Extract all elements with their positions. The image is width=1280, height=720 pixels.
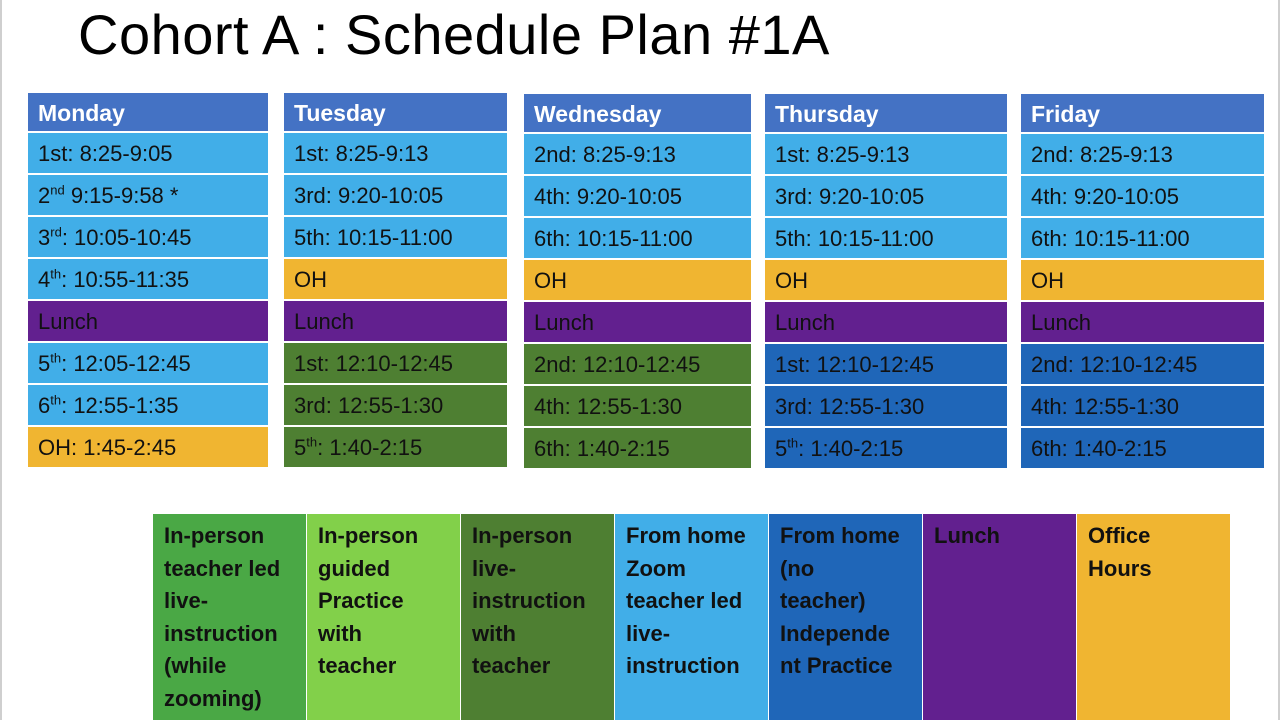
schedule-slot	[1021, 428, 1264, 470]
day-column-tuesday	[284, 93, 507, 469]
day-header-thursday: Thursday	[765, 94, 1007, 134]
slot-period: 2nd	[1031, 142, 1068, 167]
legend-line: instruction	[626, 653, 740, 678]
schedule-slot	[28, 259, 268, 301]
slot-period: 6	[38, 393, 51, 418]
schedule-slot	[284, 175, 507, 217]
schedule-slot	[524, 302, 751, 344]
schedule-slot	[765, 302, 1007, 344]
day-column-friday	[1021, 94, 1264, 470]
slot-time: : 12:10-12:45	[323, 351, 454, 376]
legend-line: live-	[164, 588, 209, 613]
schedule-slot	[1021, 218, 1264, 260]
slot-time: : 9:20-10:05	[564, 184, 683, 209]
day-header-tuesday: Tuesday	[284, 93, 507, 133]
legend-in-person-guided-practice	[307, 514, 461, 720]
legend-in-person-teacher-led-zooming	[153, 514, 307, 720]
legend-line: instruction	[472, 588, 586, 613]
slot-period: 2nd	[1031, 352, 1068, 377]
slot-period: OH	[534, 268, 567, 293]
slot-period: 3rd	[294, 183, 326, 208]
slot-period: 1st	[294, 141, 324, 166]
slot-period: Lunch	[775, 310, 835, 335]
slot-period: 6th	[534, 436, 565, 461]
slot-period: 1st	[775, 142, 805, 167]
slot-period: 2nd	[534, 142, 571, 167]
legend-line: teacher led	[164, 555, 281, 581]
slot-time: : 10:05-10:45	[61, 225, 192, 250]
legend-line: teacher	[472, 653, 551, 678]
slot-time: : 12:10-12:45	[570, 352, 701, 377]
slot-time: 9:15-9:58 *	[64, 183, 179, 208]
slot-time: : 12:10-12:45	[1067, 352, 1198, 377]
slot-time: : 12:10-12:45	[804, 352, 935, 377]
legend-line: zooming)	[164, 685, 262, 711]
schedule-slot	[765, 386, 1007, 428]
day-column-monday	[28, 93, 268, 469]
slot-period: OH	[1031, 268, 1064, 293]
schedule-slot	[284, 301, 507, 343]
legend-line: instruction	[164, 620, 278, 646]
slot-time: : 12:55-1:35	[61, 393, 179, 418]
slot-period: 2	[38, 183, 51, 208]
legend-line: nt Practice	[780, 653, 893, 678]
legend-line: In-person	[318, 523, 419, 548]
legend-from-home-independent	[769, 514, 923, 720]
slot-period: 6th	[1031, 226, 1062, 251]
legend-line: (while	[164, 653, 227, 678]
schedule-slot	[1021, 302, 1264, 344]
legend-line: In-person	[164, 523, 265, 548]
legend-line: From home	[780, 523, 900, 548]
legend-line: Office	[1088, 523, 1151, 548]
slot-ordinal-suffix: th	[50, 350, 62, 366]
schedule-slot	[284, 217, 507, 259]
slot-period: OH: 1:45-2:45	[38, 435, 177, 460]
slot-time: : 1:40-2:15	[1061, 436, 1167, 461]
schedule-slot	[1021, 260, 1264, 302]
schedule-slot	[765, 428, 1007, 470]
schedule-slot	[28, 427, 268, 469]
schedule-slot	[524, 218, 751, 260]
legend-line: Practice	[318, 588, 404, 613]
legend-from-home-zoom	[615, 514, 769, 720]
schedule-slot	[1021, 386, 1264, 428]
slot-ordinal-suffix: th	[50, 392, 62, 408]
slot-ordinal-suffix: th	[306, 434, 318, 450]
schedule-slot	[524, 176, 751, 218]
slot-ordinal-suffix: rd	[50, 224, 62, 240]
schedule-slot	[765, 218, 1007, 260]
legend-line: Lunch	[934, 523, 1000, 548]
slot-period: 1st	[775, 352, 805, 377]
legend-lunch	[923, 514, 1077, 720]
schedule-slot	[1021, 176, 1264, 218]
slot-time: : 9:20-10:05	[806, 184, 925, 209]
day-column-wednesday	[524, 94, 751, 470]
schedule-slot	[524, 260, 751, 302]
slot-time: : 10:55-11:35	[61, 267, 190, 292]
slot-period: 4th	[1031, 394, 1062, 419]
day-column-thursday	[765, 94, 1007, 470]
slot-time: : 8:25-9:13	[323, 141, 429, 166]
slot-time: : 1:40-2:15	[317, 435, 423, 460]
schedule-slot	[1021, 134, 1264, 176]
schedule-slot	[765, 344, 1007, 386]
legend-line: live-	[626, 620, 671, 646]
schedule-slot	[28, 175, 268, 217]
slot-time: : 12:05-12:45	[61, 351, 191, 376]
slot-time: : 8:25-9:13	[804, 142, 910, 167]
slot-list-wednesday	[524, 134, 751, 470]
schedule-slot	[524, 134, 751, 176]
slot-period: 5th	[294, 225, 325, 250]
legend-line: Independe	[780, 620, 891, 646]
slot-period: Lunch	[38, 309, 98, 334]
schedule-slot	[284, 343, 507, 385]
slot-period: 5	[775, 436, 788, 461]
slot-period: 5th	[775, 226, 806, 251]
slot-ordinal-suffix: nd	[50, 182, 65, 198]
slot-time: : 10:15-11:00	[564, 226, 693, 251]
slot-period: 6th	[534, 226, 565, 251]
schedule-slot	[765, 260, 1007, 302]
slot-period: 3rd	[775, 184, 807, 209]
schedule-slot	[765, 134, 1007, 176]
schedule-slot	[28, 217, 268, 259]
slot-time: : 9:20-10:05	[325, 183, 444, 208]
schedule-slot	[28, 343, 268, 385]
slot-list-thursday	[765, 134, 1007, 470]
schedule-slot	[284, 385, 507, 427]
legend-office-hours	[1077, 514, 1231, 720]
slot-period: Lunch	[534, 310, 594, 335]
legend-line: From home	[626, 523, 746, 548]
slot-list-tuesday	[284, 133, 507, 469]
legend-line: Hours	[1088, 555, 1152, 581]
slot-time: : 1:40-2:15	[798, 436, 904, 461]
slot-period: Lunch	[294, 309, 354, 334]
legend-line: teacher)	[780, 588, 866, 613]
page-title: Cohort A : Schedule Plan #1A	[78, 3, 830, 66]
slot-period: OH	[775, 268, 808, 293]
schedule-slot	[1021, 344, 1264, 386]
slot-time: : 10:15-11:00	[324, 225, 453, 250]
slot-time: : 12:55-1:30	[806, 394, 925, 419]
schedule-slot	[524, 386, 751, 428]
slot-period: 3	[38, 225, 51, 250]
slot-period: 3rd	[294, 393, 326, 418]
schedule-slot	[284, 133, 507, 175]
slot-time: : 12:55-1:30	[1061, 394, 1180, 419]
legend-line: (no	[780, 555, 815, 581]
slot-period: 3rd	[775, 394, 807, 419]
legend-line: live-	[472, 555, 517, 581]
schedule-slot	[765, 176, 1007, 218]
schedule-slot	[284, 259, 507, 301]
schedule-slot	[524, 344, 751, 386]
schedule-slot	[284, 427, 507, 469]
slide-border-left	[0, 0, 2, 720]
slot-period: 4th	[1031, 184, 1062, 209]
day-header-monday: Monday	[28, 93, 268, 133]
slot-time: : 9:20-10:05	[1061, 184, 1180, 209]
slot-period: 4th	[534, 394, 565, 419]
day-header-friday: Friday	[1021, 94, 1264, 134]
legend-line: In-person	[472, 523, 573, 548]
slot-time: : 12:55-1:30	[325, 393, 444, 418]
schedule-slot	[28, 301, 268, 343]
slot-period: 4th	[534, 184, 565, 209]
slot-list-monday	[28, 133, 268, 469]
slot-time: : 1:40-2:15	[564, 436, 670, 461]
slot-time: : 8:25-9:13	[570, 142, 676, 167]
slot-period: 4	[38, 267, 51, 292]
slot-period: 5	[38, 351, 51, 376]
schedule-slot	[524, 428, 751, 470]
schedule-slot	[28, 133, 268, 175]
slot-period: 6th	[1031, 436, 1062, 461]
slot-ordinal-suffix: th	[787, 435, 799, 451]
legend-line: teacher led	[626, 588, 743, 613]
slot-time: : 8:25-9:05	[67, 141, 173, 166]
slot-period: Lunch	[1031, 310, 1091, 335]
color-legend	[153, 514, 1231, 720]
slot-period: OH	[294, 267, 327, 292]
slot-time: : 10:15-11:00	[1061, 226, 1190, 251]
slot-time: : 10:15-11:00	[805, 226, 934, 251]
slot-time: : 8:25-9:13	[1067, 142, 1173, 167]
day-header-wednesday: Wednesday	[524, 94, 751, 134]
slot-period: 1st	[38, 141, 68, 166]
legend-line: with	[318, 620, 362, 646]
slot-period: 5	[294, 435, 307, 460]
legend-in-person-live-instruction	[461, 514, 615, 720]
slot-period: 2nd	[534, 352, 571, 377]
legend-line: teacher	[318, 653, 397, 678]
legend-line: Zoom	[626, 555, 686, 581]
slot-list-friday	[1021, 134, 1264, 470]
legend-line: with	[472, 620, 516, 646]
schedule-slot	[28, 385, 268, 427]
slot-period: 1st	[294, 351, 324, 376]
slot-ordinal-suffix: th	[50, 266, 62, 282]
slot-time: : 12:55-1:30	[564, 394, 683, 419]
legend-line: guided	[318, 555, 391, 581]
